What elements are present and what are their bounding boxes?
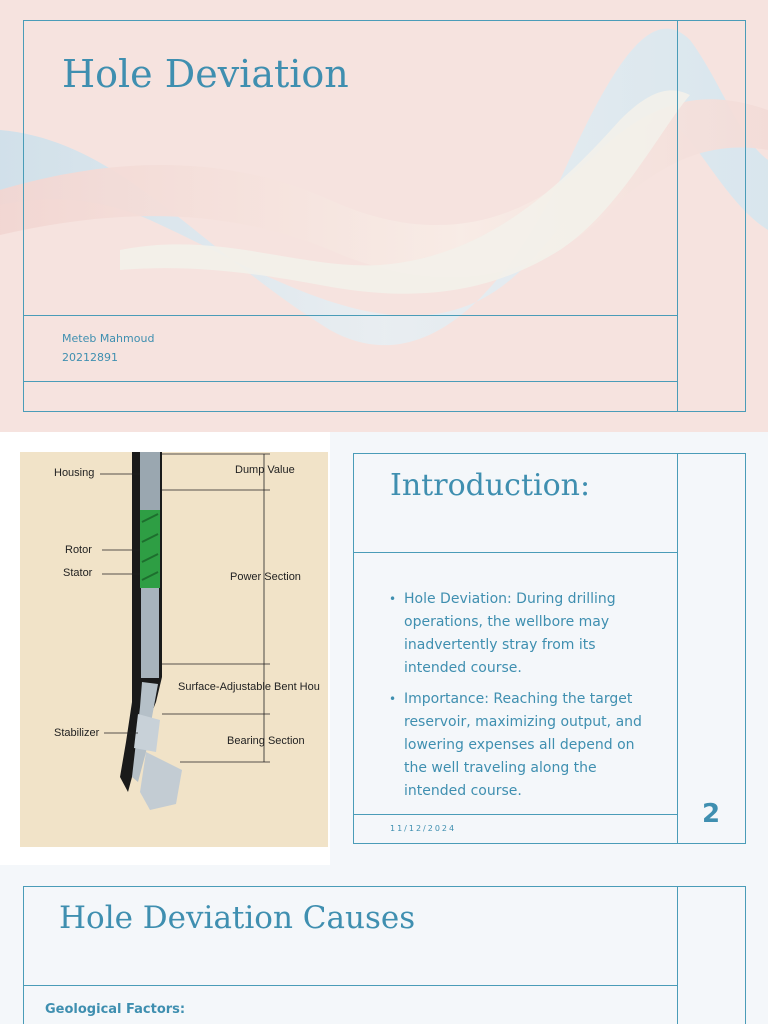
label-power-section: Power Section	[230, 571, 301, 583]
label-stabilizer: Stabilizer	[54, 727, 100, 739]
section-heading-geological: Geological Factors:	[45, 1002, 186, 1017]
mud-motor-diagram	[20, 452, 328, 847]
mud-motor-drawing	[20, 452, 328, 847]
slide1-divider-top	[23, 315, 677, 316]
slide3-title-divider	[23, 985, 677, 986]
label-bent-housing: Surface-Adjustable Bent Hou	[178, 681, 320, 693]
intro-bullet-list	[389, 588, 651, 811]
page-number: 2	[702, 799, 721, 829]
label-bearing-section: Bearing Section	[227, 735, 305, 747]
slide2-title-divider	[353, 552, 677, 553]
slide-date: 11/12/2024	[390, 824, 457, 833]
figure-panel	[0, 432, 330, 865]
author-name: Meteb Mahmoud	[62, 332, 155, 345]
label-stator: Stator	[63, 567, 93, 579]
label-dump-value: Dump Value	[235, 464, 295, 476]
causes-slide	[0, 866, 768, 1024]
bullet-hole-deviation: • Hole Deviation: During drilling operations, the wellbore may inadvertently stray from its intended course.	[389, 588, 651, 680]
slide2-title: Introduction:	[390, 468, 591, 503]
slide1-right-divider	[677, 20, 678, 412]
label-rotor: Rotor	[65, 544, 92, 556]
student-id: 20212891	[62, 351, 118, 364]
slide1-title: Hole Deviation	[62, 52, 349, 96]
title-slide	[0, 0, 768, 432]
slide3-title: Hole Deviation Causes	[59, 900, 416, 936]
introduction-slide	[0, 432, 768, 865]
label-housing: Housing	[54, 467, 95, 479]
slide2-right-divider	[677, 453, 678, 844]
slide2-footer-divider	[353, 814, 677, 815]
bullet-importance: • Importance: Reaching the target reservoir, maximizing output, and lowering expenses all depend on the well traveling along the intended course.	[389, 688, 651, 803]
slide1-divider-bottom	[23, 381, 677, 382]
slide3-right-divider	[677, 886, 678, 1024]
